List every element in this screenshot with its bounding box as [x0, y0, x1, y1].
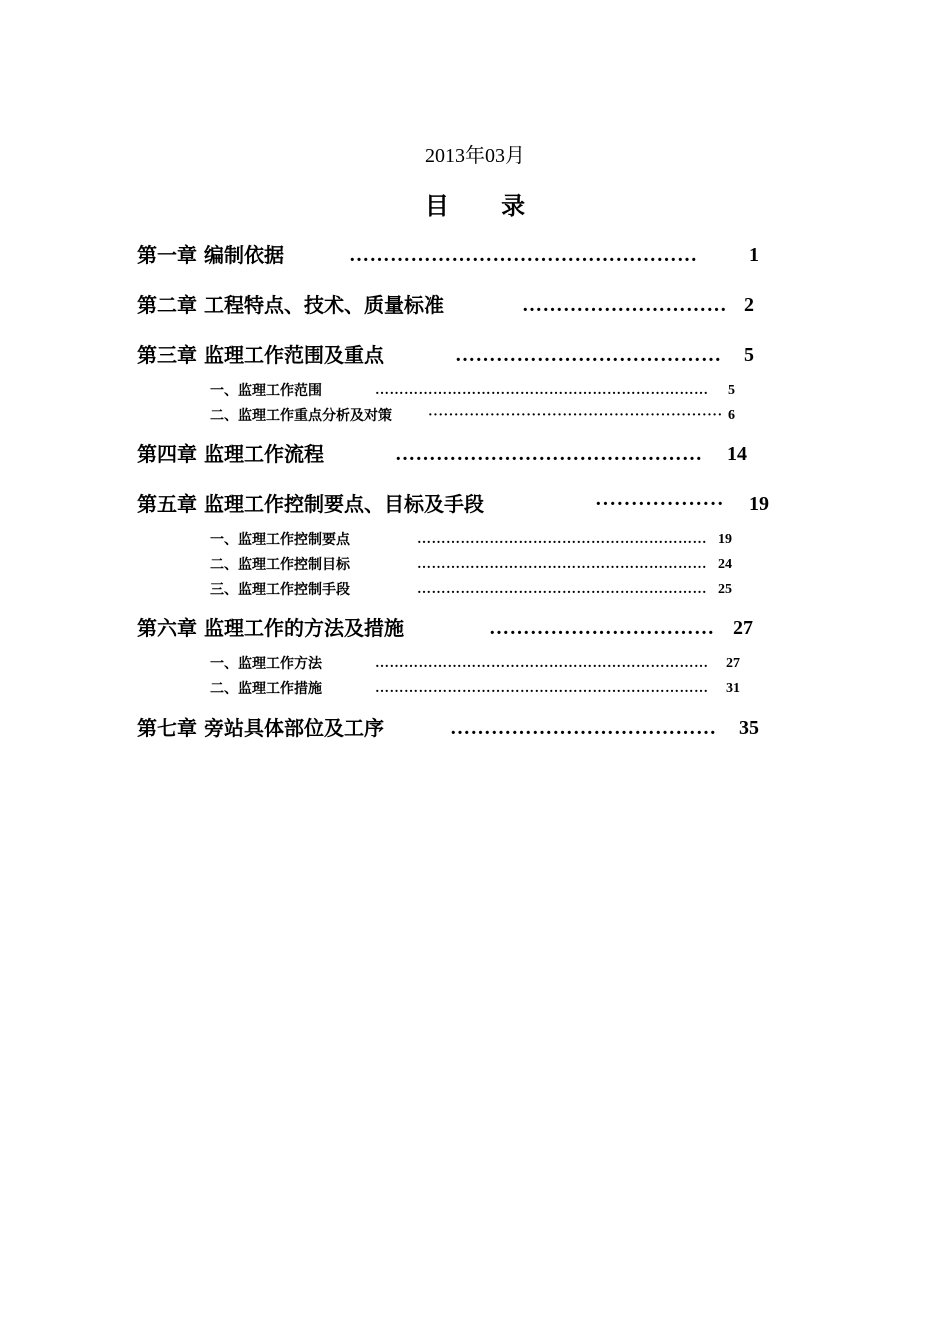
document-date: 2013年03月 [425, 145, 525, 167]
toc-dot-leader: …………………………………………………… [417, 557, 707, 572]
toc-dot-leader: ························································· [428, 408, 723, 423]
toc-page-number: 27 [733, 617, 753, 639]
toc-dot-leader: ………………………………… [455, 344, 722, 366]
toc-entry-chapter-2[interactable] [137, 291, 754, 319]
toc-page-number: 5 [744, 344, 754, 366]
toc-page-number: 14 [727, 443, 747, 465]
toc-page-number: 6 [728, 408, 735, 423]
toc-entry-section-3-1[interactable] [210, 381, 735, 401]
toc-entry-label: 二、监理工作措施 [210, 681, 322, 697]
toc-entry-section-6-1[interactable] [210, 654, 740, 674]
toc-entry-section-5-2[interactable] [210, 555, 732, 575]
toc-page-number: 35 [739, 717, 759, 739]
toc-dot-leader: ………………………… [522, 294, 727, 316]
toc-dot-leader: …………………………………………… [349, 244, 698, 266]
toc-page-number: 19 [749, 493, 769, 515]
toc-entry-section-3-2[interactable] [210, 406, 735, 426]
toc-page-number: 19 [718, 532, 732, 547]
toc-entry-chapter-6[interactable] [137, 614, 753, 642]
toc-page-number: 27 [726, 656, 740, 671]
toc-entry-chapter-5[interactable] [137, 490, 769, 518]
toc-entry-chapter-4[interactable] [137, 440, 747, 468]
toc-entry-label: 第五章 监理工作控制要点、目标及手段 [137, 492, 484, 516]
toc-dot-leader: …………………………… [489, 617, 715, 639]
toc-entry-label: 一、监理工作控制要点 [210, 532, 350, 548]
toc-page-number: 24 [718, 557, 732, 572]
toc-entry-section-6-2[interactable] [210, 679, 740, 699]
toc-page-number: 2 [744, 294, 754, 316]
toc-dot-leader: …………………………………………………… [417, 582, 707, 597]
toc-dot-leader: ……………………………………… [395, 443, 703, 465]
toc-dot-leader: …………………………………………………………… [375, 656, 709, 671]
toc-entry-label: 二、监理工作重点分析及对策 [210, 408, 392, 424]
toc-dot-leader: …………………………………………………………… [375, 681, 709, 696]
toc-entry-label: 第六章 监理工作的方法及措施 [137, 616, 404, 640]
toc-entry-label: 一、监理工作方法 [210, 656, 322, 672]
toc-page-number: 25 [718, 582, 732, 597]
toc-entry-chapter-3[interactable] [137, 341, 754, 369]
toc-dot-leader: …………………………………………………… [417, 532, 707, 547]
toc-entry-label: 第一章 编制依据 [137, 243, 284, 267]
toc-entry-label: 第二章 工程特点、技术、质量标准 [137, 293, 444, 317]
toc-dot-leader: ………………………………… [450, 717, 717, 739]
toc-entry-label: 二、监理工作控制目标 [210, 557, 350, 573]
toc-dot-leader: …………………………………………………………… [375, 383, 709, 398]
toc-entry-chapter-7[interactable] [137, 714, 759, 742]
toc-entry-section-5-1[interactable] [210, 530, 732, 550]
toc-entry-label: 第四章 监理工作流程 [137, 442, 324, 466]
toc-entry-label: 三、监理工作控制手段 [210, 582, 350, 598]
toc-page-number: 1 [749, 244, 759, 266]
toc-entry-label: 第七章 旁站具体部位及工序 [137, 716, 384, 740]
toc-entry-label: 一、监理工作范围 [210, 383, 322, 399]
toc-entry-chapter-1[interactable] [137, 241, 759, 269]
toc-entry-section-5-3[interactable] [210, 580, 732, 600]
toc-title: 目 录 [424, 191, 548, 220]
toc-entry-label: 第三章 监理工作范围及重点 [137, 343, 384, 367]
toc-page-number: 31 [726, 681, 740, 696]
toc-page-number: 5 [728, 383, 735, 398]
toc-dot-leader: ·················· [595, 493, 725, 515]
